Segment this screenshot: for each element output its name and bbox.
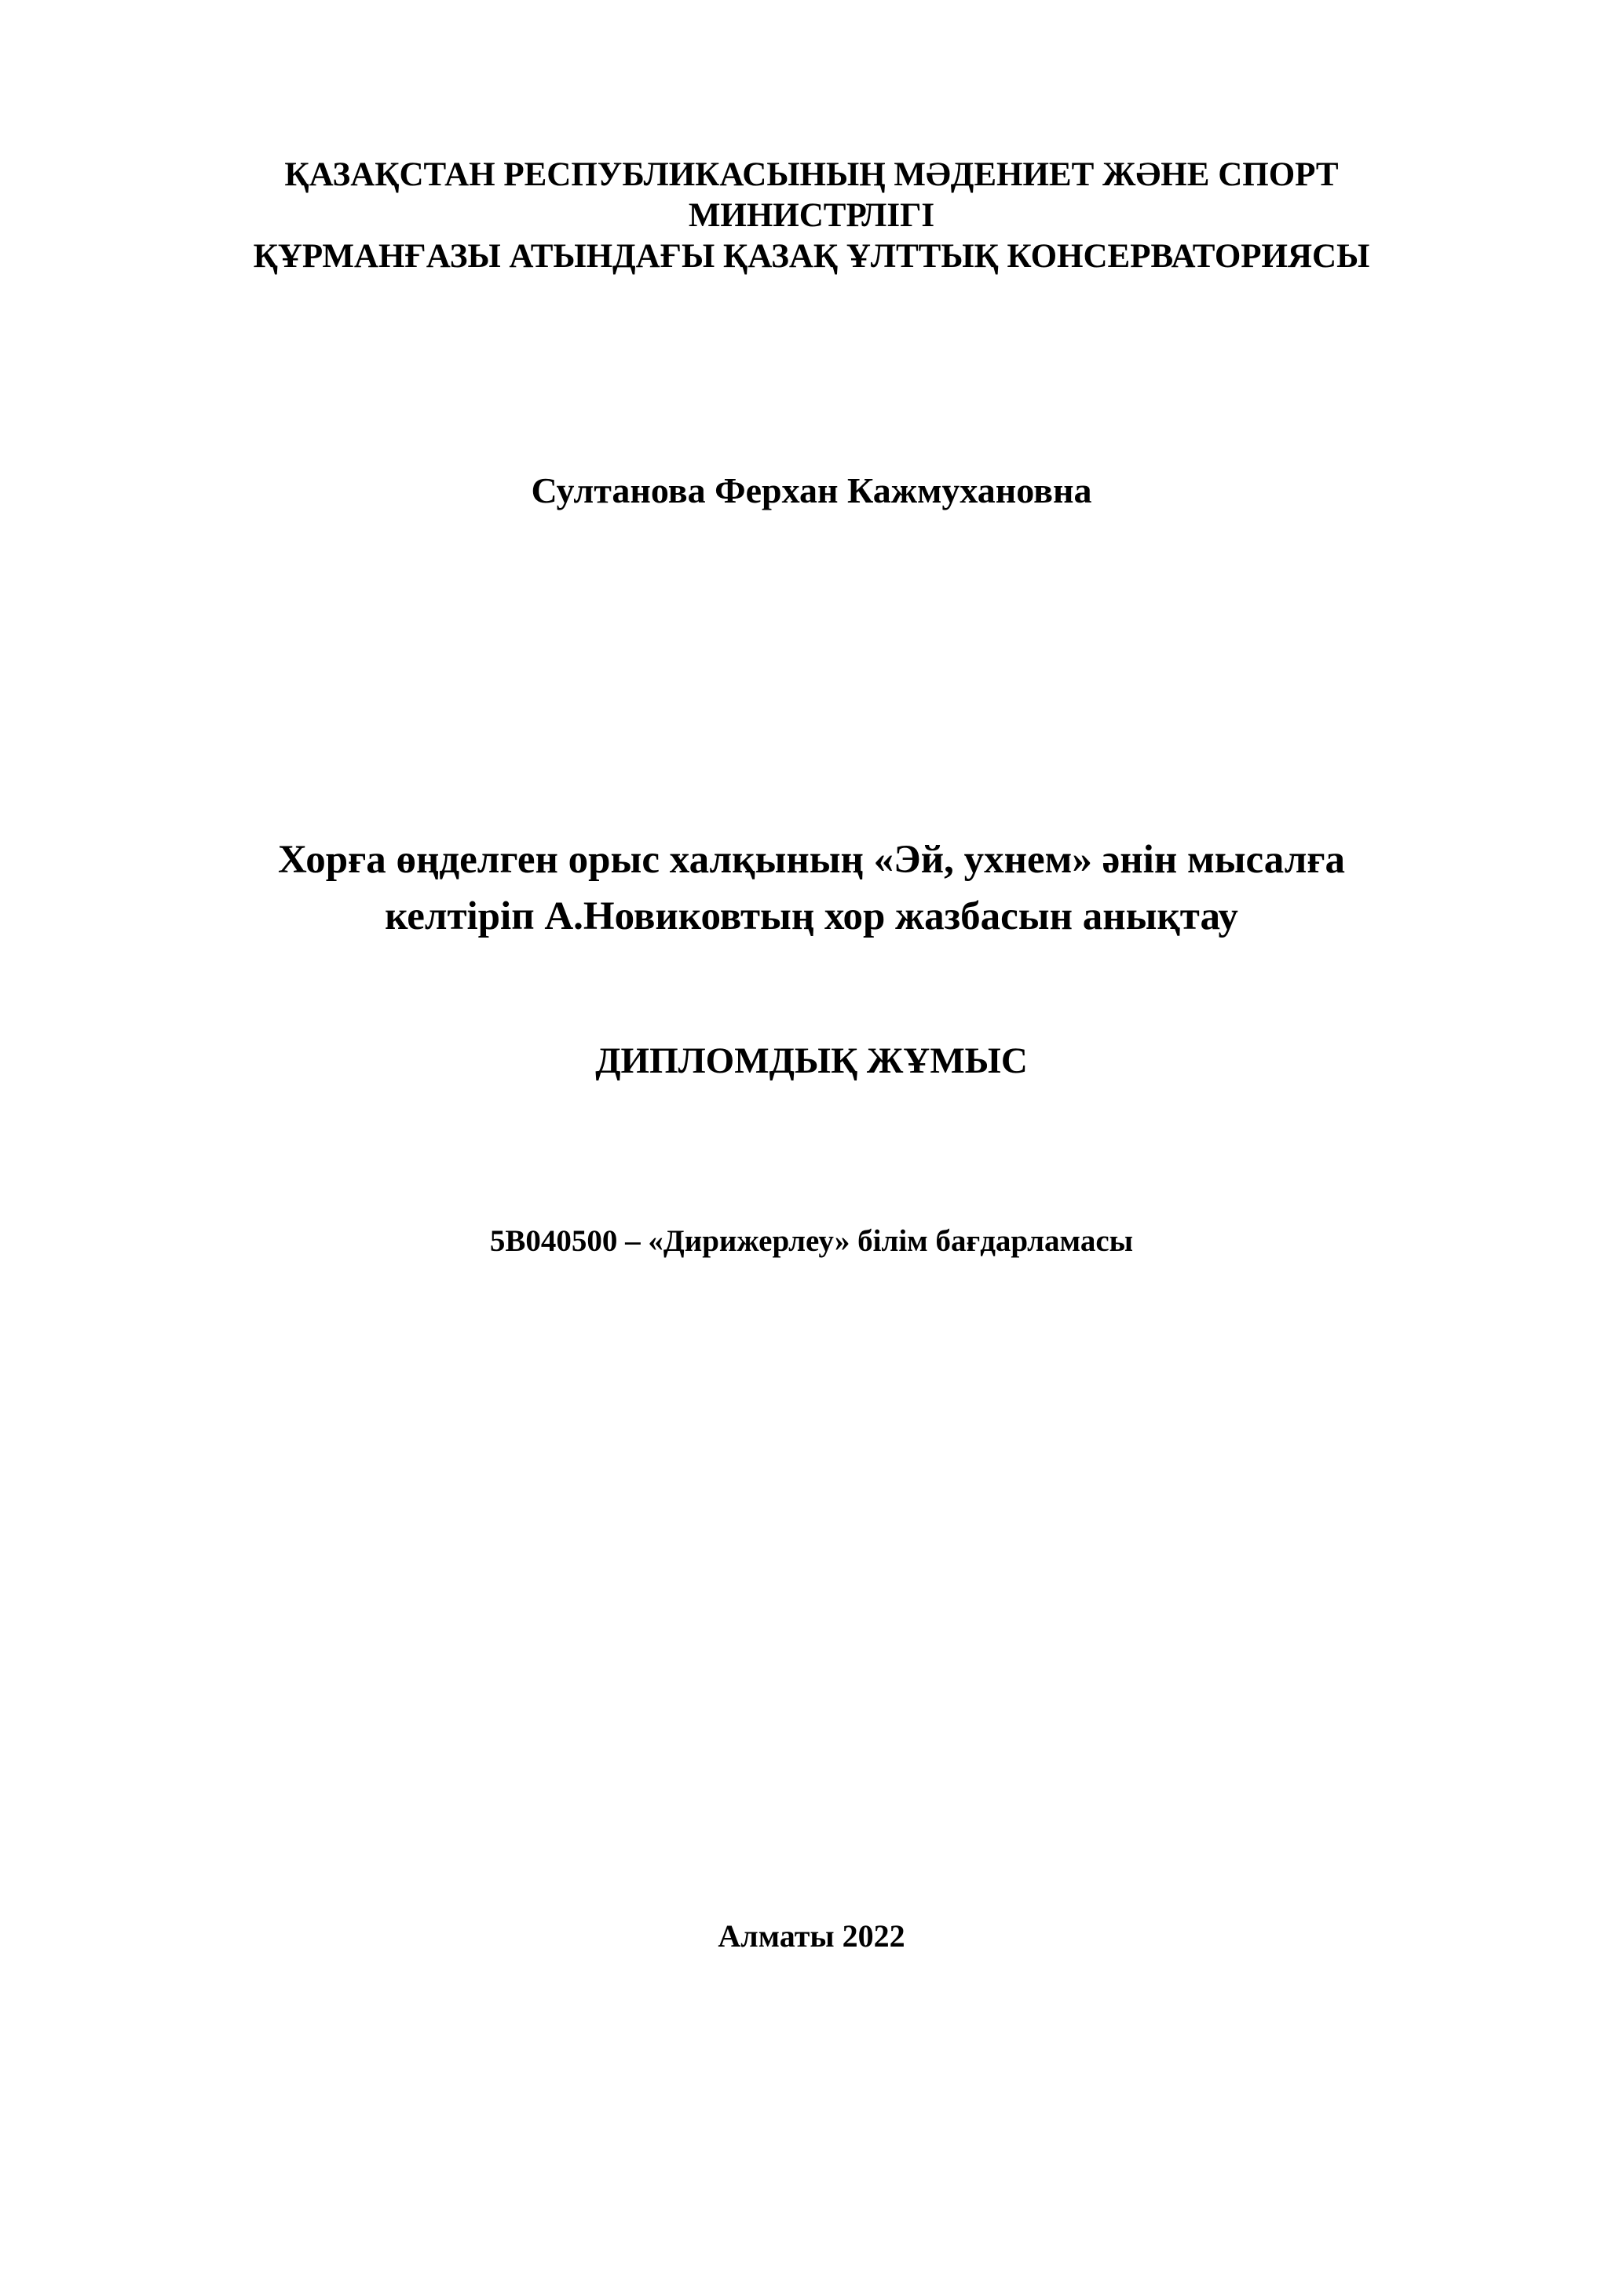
ministry-line-2: МИНИСТРЛІГІ (688, 197, 935, 234)
author-name: Султанова Ферхан Кажмухановна (531, 470, 1092, 510)
ministry-line-1: ҚАЗАҚСТАН РЕСПУБЛИКАСЫНЫҢ МӘДЕНИЕТ ЖӘНЕ СПОРТ (284, 156, 1339, 193)
conservatory-name: ҚҰРМАНҒАЗЫ АТЫНДАҒЫ ҚАЗАҚ ҰЛТТЫҚ КОНСЕРВАТОРИЯСЫ (253, 238, 1370, 275)
city-year: Алматы 2022 (718, 1918, 905, 1954)
education-program: 5В040500 – «Дирижерлеу» білім бағдарламасы (489, 1224, 1134, 1258)
document-type: ДИПЛОМДЫҚ ЖҰМЫС (595, 1040, 1028, 1081)
thesis-title-line-1: Хорға өңделген орыс халқының «Эй, ухнем» әнін мысалға (277, 838, 1346, 882)
thesis-title-line-2: келтіріп А.Новиковтың хор жазбасын анықтау (385, 894, 1238, 938)
